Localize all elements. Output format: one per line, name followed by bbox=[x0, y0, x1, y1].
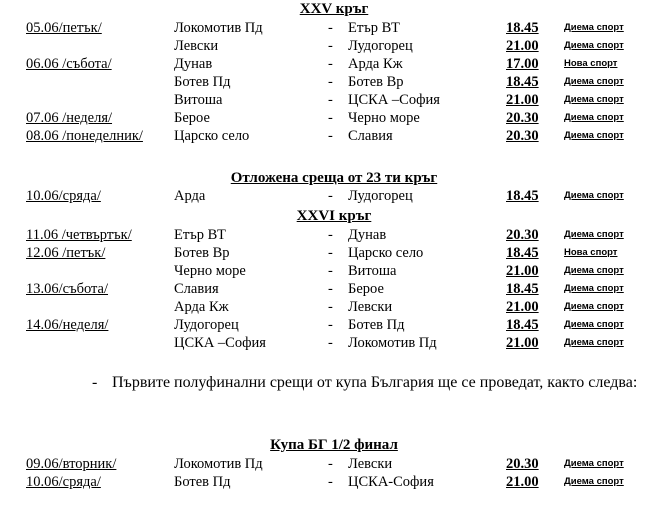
home-team: Локомотив Пд bbox=[174, 20, 263, 36]
match-date: 08.06 /понеделник/ bbox=[26, 128, 143, 144]
home-team: Ботев Пд bbox=[174, 474, 231, 490]
tv-channel: Диема спорт bbox=[564, 458, 624, 469]
match-date: 11.06 /четвъртък/ bbox=[26, 227, 132, 243]
tv-channel: Диема спорт bbox=[564, 265, 624, 276]
match-row bbox=[0, 262, 668, 280]
vs-dash: - bbox=[328, 245, 333, 261]
away-team: ЦСКА-София bbox=[348, 474, 434, 490]
match-date: 14.06/неделя/ bbox=[26, 317, 109, 333]
vs-dash: - bbox=[328, 188, 333, 204]
tv-channel: Диема спорт bbox=[564, 112, 624, 123]
match-row bbox=[0, 127, 668, 145]
round-25-heading: XXV кръг bbox=[299, 1, 369, 17]
match-row bbox=[0, 55, 668, 73]
match-row bbox=[0, 280, 668, 298]
home-team: Арда Кж bbox=[174, 299, 229, 315]
away-team: Ботев Вр bbox=[348, 74, 404, 90]
tv-channel: Диема спорт bbox=[564, 22, 624, 33]
away-team: Дунав bbox=[348, 227, 387, 243]
kickoff-time: 21.00 bbox=[506, 92, 539, 108]
vs-dash: - bbox=[328, 20, 333, 36]
match-row bbox=[0, 91, 668, 109]
match-row bbox=[0, 455, 668, 473]
round-26-heading: XXVI кръг bbox=[296, 208, 372, 224]
away-team: Лудогорец bbox=[348, 38, 413, 54]
tv-channel: Диема спорт bbox=[564, 94, 624, 105]
vs-dash: - bbox=[328, 110, 333, 126]
match-date: 13.06/събота/ bbox=[26, 281, 109, 297]
kickoff-time: 20.30 bbox=[506, 227, 539, 243]
tv-channel: Диема спорт bbox=[564, 130, 624, 141]
home-team: Лудогорец bbox=[174, 317, 239, 333]
away-team: Лудогорец bbox=[348, 188, 413, 204]
kickoff-time: 20.30 bbox=[506, 456, 539, 472]
home-team: Ботев Вр bbox=[174, 245, 230, 261]
home-team: Арда bbox=[174, 188, 206, 204]
kickoff-time: 21.00 bbox=[506, 335, 539, 351]
away-team: Етър ВТ bbox=[348, 20, 400, 36]
tv-channel: Нова спорт bbox=[564, 247, 618, 258]
home-team: Локомотив Пд bbox=[174, 456, 263, 472]
tv-channel: Диема спорт bbox=[564, 40, 624, 51]
kickoff-time: 21.00 bbox=[506, 38, 539, 54]
match-row bbox=[0, 316, 668, 334]
match-date: 06.06 /събота/ bbox=[26, 56, 112, 72]
match-row bbox=[0, 298, 668, 316]
tv-channel: Диема спорт bbox=[564, 190, 624, 201]
match-row bbox=[0, 334, 668, 352]
kickoff-time: 18.45 bbox=[506, 74, 539, 90]
away-team: Ботев Пд bbox=[348, 317, 405, 333]
home-team: Ботев Пд bbox=[174, 74, 231, 90]
home-team: Берое bbox=[174, 110, 210, 126]
tv-channel: Диема спорт bbox=[564, 229, 624, 240]
vs-dash: - bbox=[328, 474, 333, 490]
tv-channel: Диема спорт bbox=[564, 76, 624, 87]
away-team: Царско село bbox=[348, 245, 424, 261]
kickoff-time: 18.45 bbox=[506, 281, 539, 297]
home-team: Левски bbox=[174, 38, 219, 54]
vs-dash: - bbox=[328, 263, 333, 279]
kickoff-time: 18.45 bbox=[506, 245, 539, 261]
vs-dash: - bbox=[328, 299, 333, 315]
home-team: Етър ВТ bbox=[174, 227, 226, 243]
away-team: ЦСКА –София bbox=[348, 92, 440, 108]
match-row bbox=[0, 19, 668, 37]
postponed-heading: Отложена среща от 23 ти кръг bbox=[230, 170, 438, 186]
away-team: Арда Кж bbox=[348, 56, 403, 72]
note-bullet: - bbox=[92, 374, 98, 391]
home-team: Славия bbox=[174, 281, 219, 297]
home-team: Витоша bbox=[174, 92, 223, 108]
kickoff-time: 18.45 bbox=[506, 188, 539, 204]
tv-channel: Диема спорт bbox=[564, 301, 624, 312]
away-team: Берое bbox=[348, 281, 384, 297]
kickoff-time: 17.00 bbox=[506, 56, 539, 72]
match-row bbox=[0, 187, 668, 205]
kickoff-time: 18.45 bbox=[506, 20, 539, 36]
vs-dash: - bbox=[328, 281, 333, 297]
vs-dash: - bbox=[328, 317, 333, 333]
vs-dash: - bbox=[328, 456, 333, 472]
cup-heading: Купа БГ 1/2 финал bbox=[270, 437, 398, 453]
home-team: Дунав bbox=[174, 56, 213, 72]
match-row bbox=[0, 226, 668, 244]
match-row bbox=[0, 473, 668, 491]
match-date: 10.06/сряда/ bbox=[26, 188, 101, 204]
vs-dash: - bbox=[328, 227, 333, 243]
tv-channel: Диема спорт bbox=[564, 476, 624, 487]
kickoff-time: 21.00 bbox=[506, 474, 539, 490]
note-text: Първите полуфинални срещи от купа България ще се проведат, както следва: bbox=[112, 374, 638, 391]
away-team: Локомотив Пд bbox=[348, 335, 437, 351]
match-row bbox=[0, 244, 668, 262]
match-date: 09.06/вторник/ bbox=[26, 456, 117, 472]
vs-dash: - bbox=[328, 92, 333, 108]
away-team: Левски bbox=[348, 456, 393, 472]
kickoff-time: 21.00 bbox=[506, 263, 539, 279]
kickoff-time: 20.30 bbox=[506, 128, 539, 144]
match-date: 12.06 /петък/ bbox=[26, 245, 106, 261]
vs-dash: - bbox=[328, 74, 333, 90]
vs-dash: - bbox=[328, 56, 333, 72]
home-team: Царско село bbox=[174, 128, 250, 144]
vs-dash: - bbox=[328, 38, 333, 54]
tv-channel: Диема спорт bbox=[564, 283, 624, 294]
match-date: 07.06 /неделя/ bbox=[26, 110, 113, 126]
match-date: 10.06/сряда/ bbox=[26, 474, 101, 490]
home-team: Черно море bbox=[174, 263, 246, 279]
home-team: ЦСКА –София bbox=[174, 335, 266, 351]
match-date: 05.06/петък/ bbox=[26, 20, 102, 36]
kickoff-time: 18.45 bbox=[506, 317, 539, 333]
vs-dash: - bbox=[328, 335, 333, 351]
match-row bbox=[0, 73, 668, 91]
tv-channel: Диема спорт bbox=[564, 319, 624, 330]
tv-channel: Диема спорт bbox=[564, 337, 624, 348]
away-team: Славия bbox=[348, 128, 393, 144]
kickoff-time: 20.30 bbox=[506, 110, 539, 126]
kickoff-time: 21.00 bbox=[506, 299, 539, 315]
match-row bbox=[0, 109, 668, 127]
vs-dash: - bbox=[328, 128, 333, 144]
away-team: Левски bbox=[348, 299, 393, 315]
match-row bbox=[0, 37, 668, 55]
away-team: Витоша bbox=[348, 263, 397, 279]
tv-channel: Нова спорт bbox=[564, 58, 618, 69]
away-team: Черно море bbox=[348, 110, 420, 126]
